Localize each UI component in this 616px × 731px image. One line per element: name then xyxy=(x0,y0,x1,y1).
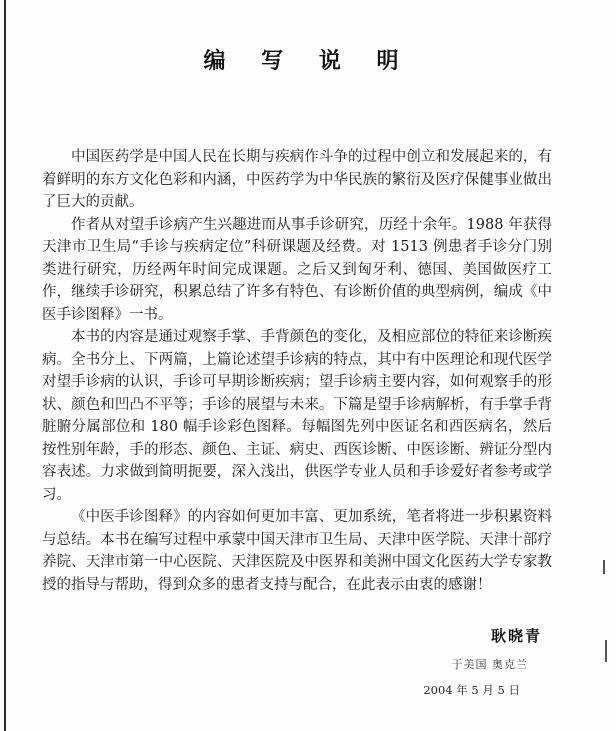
date-line: 2004 年 5 月 5 日 xyxy=(423,683,520,697)
location-line: 于美国 奥克兰 xyxy=(451,658,528,671)
paragraph: 本书的内容是通过观察手掌、手背颜色的变化，及相应部位的特征来诊断疾病。全书分上、下两篇，上篇论述望手诊病的特点，其中有中医理论和现代医学对望手诊病的认识，手诊可早期诊断疾病；望手诊病主要内容，如何观察手的形状、颜色和凹凸不平等；手诊的展望与未来。下篇是望手诊病解析，有手掌手背脏腑分属部位和 180 幅手诊彩色图释。每幅图先列中医证名和西医病名，然后按性别年龄，手的形态、颜色、主证、病史、西医诊断、中医诊断、辨证分型内容表述。力求做到简明扼要，深入浅出，供医学专业人员和手诊爱好者参考或学习。 xyxy=(42,329,552,503)
paragraph: 《中医手诊图释》的内容如何更加丰富、更加系统，笔者将进一步积累资料与总结。本书在编写过程中承蒙中国天津市卫生局、天津中医学院、天津十部疗养院、天津市第一中心医院、天津医院及中医界和美洲中国文化医药大学专家教授的指导与帮助，得到众多的患者支持与配合，在此表示由衷的感谢！ xyxy=(42,509,552,593)
author-signature: 耿晓青 xyxy=(490,627,542,645)
paragraph: 作者从对望手诊病产生兴趣进而从事手诊研究，历经十余年。1988 年获得天津市卫生局“手诊与疾病定位”科研课题及经费。对 1513 例患者手诊分门别类进行研究，历经两年时间完成课题。之后又到匈牙利、德国、美国做医疗工作，继续手诊研究，积累总结了许多有特色、有诊断价值的典型病例，编成《中医手诊图释》一书。 xyxy=(42,216,552,323)
scan-mark xyxy=(605,640,607,662)
paragraph: 中国医药学是中国人民在长期与疾病作斗争的过程中创立和发展起来的，有着鲜明的东方文化色彩和内涵，中医药学为中华民族的繁衍及医疗保健事业做出了巨大的贡献。 xyxy=(42,149,552,210)
scan-mark xyxy=(603,560,605,574)
binding-edge-line xyxy=(4,0,6,731)
body-text xyxy=(42,146,552,596)
page-title: 编 写 说 明 xyxy=(203,49,413,74)
